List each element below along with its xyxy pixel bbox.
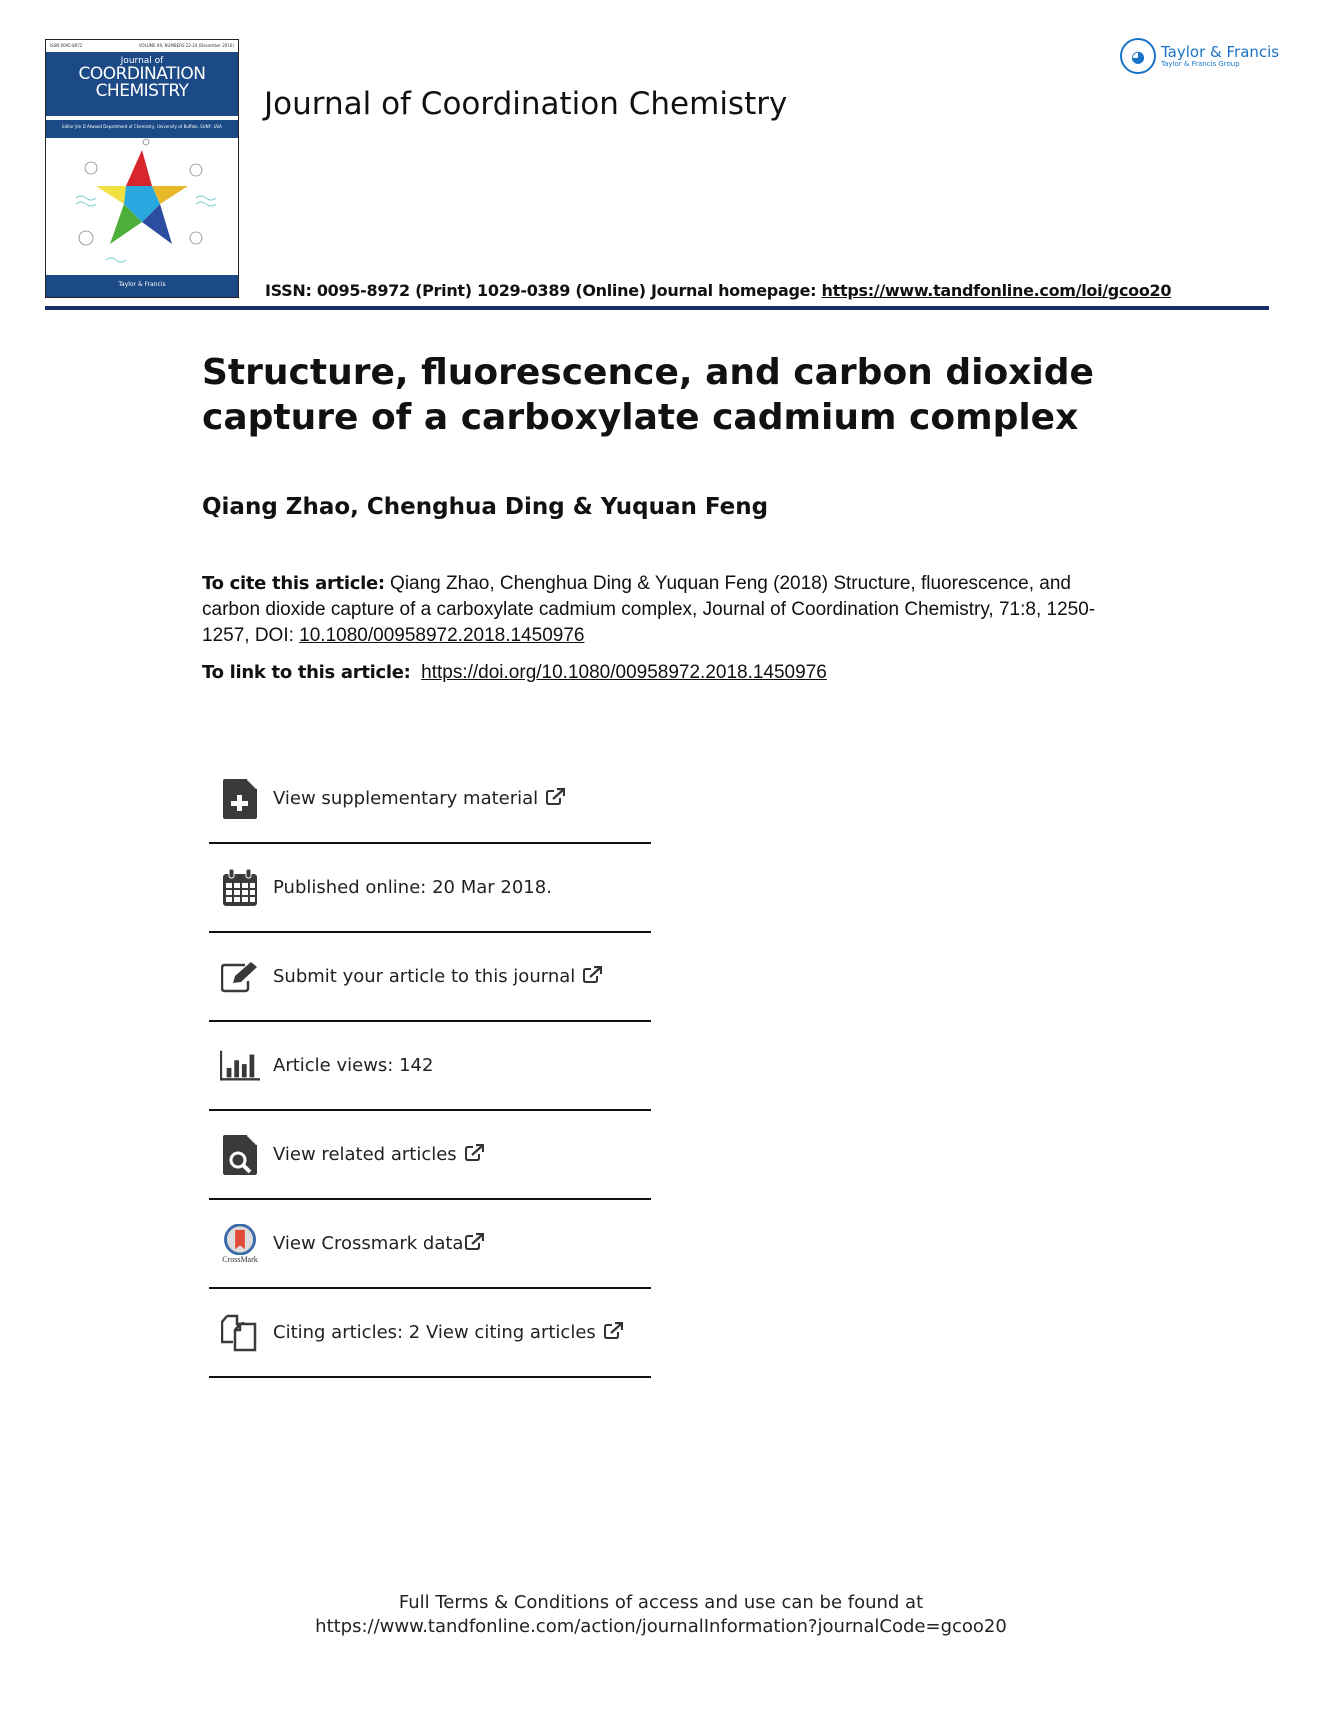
article-links-list bbox=[209, 755, 651, 1378]
logo-group: Taylor & Francis Group bbox=[1161, 60, 1240, 68]
supplementary-material-link[interactable] bbox=[209, 755, 651, 844]
external-link-icon bbox=[583, 966, 602, 987]
cite-text: Qiang Zhao, Chenghua Ding & Yuquan Feng (2018) Structure, fluorescence, and carbon dioxide capture of a carboxylate cadmium complex, Journal of Coordination Chemistry, 71:8, 1250-1257, DOI: bbox=[202, 573, 1096, 646]
logo-name: Taylor & Francis bbox=[1161, 43, 1280, 61]
file-search-icon bbox=[220, 1135, 260, 1175]
cover-name-2: CHEMISTRY bbox=[95, 81, 189, 101]
tf-lamp-icon: ◕ bbox=[1120, 38, 1156, 74]
cover-editor: Editor Jim D Atwood Department of Chemistry, University at Buffalo, SUNY, USA bbox=[46, 120, 238, 138]
cite-doi-link[interactable]: 10.1080/00958972.2018.1450976 bbox=[299, 625, 585, 646]
crossmark-text: CrossMark bbox=[222, 1254, 258, 1264]
issn-line bbox=[265, 281, 1171, 300]
journal-homepage-link[interactable]: https://www.tandfonline.com/loi/gcoo20 bbox=[821, 281, 1172, 300]
header-divider bbox=[45, 306, 1269, 310]
cover-issn: ISSN 0095-8972 bbox=[50, 43, 83, 48]
link-label: View Crossmark data bbox=[273, 1233, 464, 1254]
terms-footer bbox=[0, 1591, 1322, 1639]
cover-volume: VOLUME 69, NUMBERS 22-24 (December 2016) bbox=[138, 43, 234, 48]
citation-block bbox=[202, 571, 1122, 649]
link-label: View related articles bbox=[273, 1144, 457, 1165]
link-label: To link to this article: bbox=[202, 662, 411, 683]
published-online-info bbox=[209, 844, 651, 933]
cite-label: To cite this article: bbox=[202, 573, 385, 594]
calendar-icon bbox=[220, 868, 260, 908]
external-link-icon bbox=[604, 1322, 623, 1343]
crossmark-link[interactable] bbox=[209, 1200, 651, 1289]
article-title: Structure, fluorescence, and carbon dioxide capture of a carboxylate cadmium complex bbox=[202, 352, 1094, 438]
journal-cover bbox=[45, 39, 239, 298]
cover-star-art bbox=[46, 138, 238, 278]
external-link-icon bbox=[465, 1144, 484, 1165]
link-label: Submit your article to this journal bbox=[273, 966, 576, 987]
edit-icon bbox=[220, 957, 260, 997]
journal-title: Journal of Coordination Chemistry bbox=[264, 86, 788, 122]
cover-name-1: COORDINATION bbox=[78, 64, 206, 84]
external-link-icon bbox=[465, 1233, 484, 1254]
file-plus-icon bbox=[220, 779, 260, 819]
issn-text: ISSN: 0095-8972 (Print) 1029-0389 (Online) Journal homepage: bbox=[265, 281, 822, 300]
article-doi-link[interactable]: https://doi.org/10.1080/00958972.2018.1450976 bbox=[421, 662, 827, 683]
related-articles-link[interactable] bbox=[209, 1111, 651, 1200]
taylor-francis-logo[interactable] bbox=[1120, 38, 1279, 74]
crossmark-icon bbox=[220, 1224, 260, 1264]
citing-articles-link[interactable] bbox=[209, 1289, 651, 1378]
cover-publisher: Taylor & Francis bbox=[46, 275, 238, 297]
article-views: Article views: 142 bbox=[273, 1055, 434, 1076]
link-label: Citing articles: 2 View citing articles bbox=[273, 1322, 596, 1343]
cover-journal-of: Journal of bbox=[120, 56, 164, 66]
article-authors: Qiang Zhao, Chenghua Ding & Yuquan Feng bbox=[202, 494, 769, 520]
bar-chart-icon bbox=[220, 1046, 260, 1086]
published-date: Published online: 20 Mar 2018. bbox=[273, 877, 552, 898]
footer-terms-link[interactable]: https://www.tandfonline.com/action/journalInformation?journalCode=gcoo20 bbox=[315, 1616, 1007, 1637]
footer-line-1: Full Terms & Conditions of access and use can be found at bbox=[398, 1592, 924, 1613]
submit-article-link[interactable] bbox=[209, 933, 651, 1022]
link-label: View supplementary material bbox=[273, 788, 539, 809]
article-views-info bbox=[209, 1022, 651, 1111]
copy-icon bbox=[220, 1313, 260, 1353]
article-link-block bbox=[202, 662, 827, 684]
external-link-icon bbox=[546, 788, 565, 809]
